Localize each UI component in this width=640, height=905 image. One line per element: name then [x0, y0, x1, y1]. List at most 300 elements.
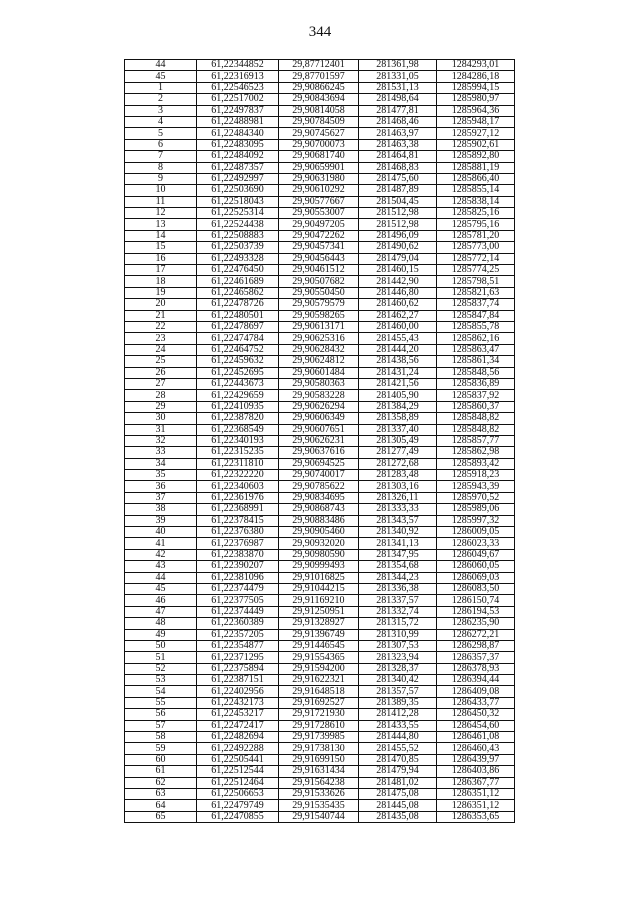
y-coordinate-cell: 1285970,52 — [437, 492, 515, 503]
x-coordinate-cell: 281326,11 — [359, 492, 437, 503]
y-coordinate-cell: 1286403,86 — [437, 766, 515, 777]
table-row — [125, 105, 515, 116]
table-row — [125, 413, 515, 424]
table-row — [125, 561, 515, 572]
longitude-cell: 29,90461512 — [279, 265, 359, 276]
y-coordinate-cell: 1286351,12 — [437, 789, 515, 800]
x-coordinate-cell: 281460,00 — [359, 321, 437, 332]
point-number-cell: 4 — [125, 116, 197, 127]
latitude-cell: 61,22483095 — [197, 139, 279, 150]
y-coordinate-cell: 1286049,67 — [437, 549, 515, 560]
point-number-cell: 35 — [125, 470, 197, 481]
point-number-cell: 52 — [125, 663, 197, 674]
point-number-cell: 45 — [125, 583, 197, 594]
y-coordinate-cell: 1285927,12 — [437, 128, 515, 139]
y-coordinate-cell: 1285997,32 — [437, 515, 515, 526]
latitude-cell: 61,22512464 — [197, 777, 279, 788]
table-row — [125, 60, 515, 71]
table-row — [125, 390, 515, 401]
x-coordinate-cell: 281341,13 — [359, 538, 437, 549]
y-coordinate-cell: 1285948,17 — [437, 116, 515, 127]
latitude-cell: 61,22344852 — [197, 60, 279, 71]
x-coordinate-cell: 281433,55 — [359, 720, 437, 731]
table-row — [125, 94, 515, 105]
longitude-cell: 29,90659901 — [279, 162, 359, 173]
point-number-cell: 29 — [125, 401, 197, 412]
latitude-cell: 61,22505441 — [197, 754, 279, 765]
latitude-cell: 61,22432173 — [197, 697, 279, 708]
latitude-cell: 61,22478697 — [197, 321, 279, 332]
longitude-cell: 29,90999493 — [279, 561, 359, 572]
latitude-cell: 61,22340193 — [197, 435, 279, 446]
point-number-cell: 3 — [125, 105, 197, 116]
table-row — [125, 800, 515, 811]
table-row — [125, 356, 515, 367]
y-coordinate-cell: 1284286,18 — [437, 71, 515, 82]
x-coordinate-cell: 281475,08 — [359, 789, 437, 800]
table-row — [125, 709, 515, 720]
latitude-cell: 61,22487357 — [197, 162, 279, 173]
x-coordinate-cell: 281512,98 — [359, 219, 437, 230]
table-row — [125, 116, 515, 127]
latitude-cell: 61,22488981 — [197, 116, 279, 127]
y-coordinate-cell: 1286023,33 — [437, 538, 515, 549]
table-row — [125, 697, 515, 708]
x-coordinate-cell: 281444,20 — [359, 344, 437, 355]
longitude-cell: 29,91250951 — [279, 606, 359, 617]
table-row — [125, 82, 515, 93]
latitude-cell: 61,22361976 — [197, 492, 279, 503]
longitude-cell: 29,90472262 — [279, 230, 359, 241]
table-row — [125, 71, 515, 82]
longitude-cell: 29,90905460 — [279, 527, 359, 538]
point-number-cell: 25 — [125, 356, 197, 367]
x-coordinate-cell: 281354,68 — [359, 561, 437, 572]
x-coordinate-cell: 281470,85 — [359, 754, 437, 765]
longitude-cell: 29,90507682 — [279, 276, 359, 287]
point-number-cell: 41 — [125, 538, 197, 549]
latitude-cell: 61,22492997 — [197, 173, 279, 184]
table-row — [125, 720, 515, 731]
x-coordinate-cell: 281405,90 — [359, 390, 437, 401]
table-row — [125, 504, 515, 515]
x-coordinate-cell: 281384,29 — [359, 401, 437, 412]
point-number-cell: 34 — [125, 458, 197, 469]
point-number-cell: 15 — [125, 242, 197, 253]
latitude-cell: 61,22484092 — [197, 151, 279, 162]
table-row — [125, 549, 515, 560]
y-coordinate-cell: 1286450,32 — [437, 709, 515, 720]
table-row — [125, 640, 515, 651]
y-coordinate-cell: 1285848,56 — [437, 367, 515, 378]
point-number-cell: 27 — [125, 378, 197, 389]
point-number-cell: 14 — [125, 230, 197, 241]
point-number-cell: 37 — [125, 492, 197, 503]
latitude-cell: 61,22459632 — [197, 356, 279, 367]
table-row — [125, 253, 515, 264]
y-coordinate-cell: 1286083,50 — [437, 583, 515, 594]
y-coordinate-cell: 1285918,23 — [437, 470, 515, 481]
y-coordinate-cell: 1285836,89 — [437, 378, 515, 389]
x-coordinate-cell: 281498,64 — [359, 94, 437, 105]
table-row — [125, 811, 515, 822]
x-coordinate-cell: 281358,89 — [359, 413, 437, 424]
x-coordinate-cell: 281468,46 — [359, 116, 437, 127]
x-coordinate-cell: 281479,94 — [359, 766, 437, 777]
point-number-cell: 64 — [125, 800, 197, 811]
y-coordinate-cell: 1285980,97 — [437, 94, 515, 105]
y-coordinate-cell: 1285795,16 — [437, 219, 515, 230]
latitude-cell: 61,22470855 — [197, 811, 279, 822]
y-coordinate-cell: 1285838,14 — [437, 196, 515, 207]
latitude-cell: 61,22493328 — [197, 253, 279, 264]
point-number-cell: 45 — [125, 71, 197, 82]
latitude-cell: 61,22506653 — [197, 789, 279, 800]
x-coordinate-cell: 281504,45 — [359, 196, 437, 207]
x-coordinate-cell: 281460,62 — [359, 299, 437, 310]
table-row — [125, 538, 515, 549]
latitude-cell: 61,22479749 — [197, 800, 279, 811]
table-row — [125, 458, 515, 469]
table-row — [125, 185, 515, 196]
longitude-cell: 29,90866245 — [279, 82, 359, 93]
latitude-cell: 61,22378415 — [197, 515, 279, 526]
y-coordinate-cell: 1286353,65 — [437, 811, 515, 822]
y-coordinate-cell: 1285857,77 — [437, 435, 515, 446]
y-coordinate-cell: 1286439,97 — [437, 754, 515, 765]
latitude-cell: 61,22360389 — [197, 618, 279, 629]
latitude-cell: 61,22315235 — [197, 447, 279, 458]
point-number-cell: 60 — [125, 754, 197, 765]
longitude-cell: 29,91554365 — [279, 652, 359, 663]
longitude-cell: 29,90610292 — [279, 185, 359, 196]
x-coordinate-cell: 281307,53 — [359, 640, 437, 651]
longitude-cell: 29,90601484 — [279, 367, 359, 378]
latitude-cell: 61,22512544 — [197, 766, 279, 777]
point-number-cell: 7 — [125, 151, 197, 162]
y-coordinate-cell: 1286235,90 — [437, 618, 515, 629]
x-coordinate-cell: 281481,02 — [359, 777, 437, 788]
x-coordinate-cell: 281477,81 — [359, 105, 437, 116]
longitude-cell: 29,91631434 — [279, 766, 359, 777]
latitude-cell: 61,22354877 — [197, 640, 279, 651]
point-number-cell: 1 — [125, 82, 197, 93]
y-coordinate-cell: 1285848,82 — [437, 413, 515, 424]
y-coordinate-cell: 1285798,51 — [437, 276, 515, 287]
point-number-cell: 44 — [125, 572, 197, 583]
x-coordinate-cell: 281344,23 — [359, 572, 437, 583]
latitude-cell: 61,22508883 — [197, 230, 279, 241]
point-number-cell: 21 — [125, 310, 197, 321]
latitude-cell: 61,22480501 — [197, 310, 279, 321]
latitude-cell: 61,22464752 — [197, 344, 279, 355]
table-row — [125, 777, 515, 788]
latitude-cell: 61,22374479 — [197, 583, 279, 594]
y-coordinate-cell: 1286367,77 — [437, 777, 515, 788]
longitude-cell: 29,90580363 — [279, 378, 359, 389]
table-row — [125, 470, 515, 481]
point-number-cell: 38 — [125, 504, 197, 515]
y-coordinate-cell: 1286150,74 — [437, 595, 515, 606]
point-number-cell: 61 — [125, 766, 197, 777]
table-row — [125, 732, 515, 743]
x-coordinate-cell: 281272,68 — [359, 458, 437, 469]
y-coordinate-cell: 1285964,36 — [437, 105, 515, 116]
point-number-cell: 8 — [125, 162, 197, 173]
x-coordinate-cell: 281463,38 — [359, 139, 437, 150]
y-coordinate-cell: 1286060,05 — [437, 561, 515, 572]
longitude-cell: 29,91728610 — [279, 720, 359, 731]
latitude-cell: 61,22503690 — [197, 185, 279, 196]
longitude-cell: 29,91564238 — [279, 777, 359, 788]
point-number-cell: 24 — [125, 344, 197, 355]
x-coordinate-cell: 281531,13 — [359, 82, 437, 93]
y-coordinate-cell: 1285861,34 — [437, 356, 515, 367]
longitude-cell: 29,91535435 — [279, 800, 359, 811]
longitude-cell: 29,91739985 — [279, 732, 359, 743]
table-row — [125, 139, 515, 150]
x-coordinate-cell: 281475,60 — [359, 173, 437, 184]
x-coordinate-cell: 281468,83 — [359, 162, 437, 173]
longitude-cell: 29,90625316 — [279, 333, 359, 344]
y-coordinate-cell: 1286409,08 — [437, 686, 515, 697]
x-coordinate-cell: 281463,97 — [359, 128, 437, 139]
table-row — [125, 789, 515, 800]
x-coordinate-cell: 281333,33 — [359, 504, 437, 515]
x-coordinate-cell: 281431,24 — [359, 367, 437, 378]
longitude-cell: 29,90740017 — [279, 470, 359, 481]
point-number-cell: 43 — [125, 561, 197, 572]
table-row — [125, 447, 515, 458]
longitude-cell: 29,90784509 — [279, 116, 359, 127]
latitude-cell: 61,22452695 — [197, 367, 279, 378]
longitude-cell: 29,90598265 — [279, 310, 359, 321]
y-coordinate-cell: 1285837,92 — [437, 390, 515, 401]
x-coordinate-cell: 281337,57 — [359, 595, 437, 606]
longitude-cell: 29,90579579 — [279, 299, 359, 310]
longitude-cell: 29,90577667 — [279, 196, 359, 207]
x-coordinate-cell: 281337,40 — [359, 424, 437, 435]
longitude-cell: 29,90868743 — [279, 504, 359, 515]
longitude-cell: 29,90843694 — [279, 94, 359, 105]
x-coordinate-cell: 281336,38 — [359, 583, 437, 594]
point-number-cell: 46 — [125, 595, 197, 606]
longitude-cell: 29,90637616 — [279, 447, 359, 458]
latitude-cell: 61,22410935 — [197, 401, 279, 412]
x-coordinate-cell: 281446,80 — [359, 287, 437, 298]
x-coordinate-cell: 281496,09 — [359, 230, 437, 241]
longitude-cell: 29,91699150 — [279, 754, 359, 765]
point-number-cell: 9 — [125, 173, 197, 184]
latitude-cell: 61,22525314 — [197, 208, 279, 219]
latitude-cell: 61,22484340 — [197, 128, 279, 139]
latitude-cell: 61,22518043 — [197, 196, 279, 207]
y-coordinate-cell: 1285860,37 — [437, 401, 515, 412]
table-row — [125, 481, 515, 492]
point-number-cell: 39 — [125, 515, 197, 526]
y-coordinate-cell: 1285862,98 — [437, 447, 515, 458]
table-row — [125, 242, 515, 253]
y-coordinate-cell: 1286194,53 — [437, 606, 515, 617]
x-coordinate-cell: 281479,04 — [359, 253, 437, 264]
latitude-cell: 61,22376380 — [197, 527, 279, 538]
latitude-cell: 61,22322220 — [197, 470, 279, 481]
longitude-cell: 29,91622321 — [279, 675, 359, 686]
y-coordinate-cell: 1285862,16 — [437, 333, 515, 344]
table-row — [125, 686, 515, 697]
x-coordinate-cell: 281328,37 — [359, 663, 437, 674]
table-row — [125, 230, 515, 241]
table-row — [125, 595, 515, 606]
point-number-cell: 55 — [125, 697, 197, 708]
x-coordinate-cell: 281323,94 — [359, 652, 437, 663]
x-coordinate-cell: 281305,49 — [359, 435, 437, 446]
latitude-cell: 61,22503739 — [197, 242, 279, 253]
point-number-cell: 57 — [125, 720, 197, 731]
latitude-cell: 61,22453217 — [197, 709, 279, 720]
y-coordinate-cell: 1285855,78 — [437, 321, 515, 332]
longitude-cell: 29,91396749 — [279, 629, 359, 640]
y-coordinate-cell: 1286433,77 — [437, 697, 515, 708]
latitude-cell: 61,22387151 — [197, 675, 279, 686]
x-coordinate-cell: 281340,92 — [359, 527, 437, 538]
longitude-cell: 29,87712401 — [279, 60, 359, 71]
point-number-cell: 16 — [125, 253, 197, 264]
x-coordinate-cell: 281445,08 — [359, 800, 437, 811]
y-coordinate-cell: 1285989,06 — [437, 504, 515, 515]
table-row — [125, 583, 515, 594]
longitude-cell: 29,90624812 — [279, 356, 359, 367]
table-row — [125, 424, 515, 435]
table-row — [125, 378, 515, 389]
longitude-cell: 29,91721930 — [279, 709, 359, 720]
table-row — [125, 219, 515, 230]
coordinates-table — [124, 59, 515, 823]
x-coordinate-cell: 281389,35 — [359, 697, 437, 708]
latitude-cell: 61,22316913 — [197, 71, 279, 82]
y-coordinate-cell: 1285866,40 — [437, 173, 515, 184]
longitude-cell: 29,90553007 — [279, 208, 359, 219]
latitude-cell: 61,22390207 — [197, 561, 279, 572]
latitude-cell: 61,22375894 — [197, 663, 279, 674]
x-coordinate-cell: 281490,62 — [359, 242, 437, 253]
latitude-cell: 61,22340603 — [197, 481, 279, 492]
longitude-cell: 29,91446545 — [279, 640, 359, 651]
table-row — [125, 401, 515, 412]
longitude-cell: 29,91692527 — [279, 697, 359, 708]
longitude-cell: 29,90980590 — [279, 549, 359, 560]
latitude-cell: 61,22383870 — [197, 549, 279, 560]
y-coordinate-cell: 1286460,43 — [437, 743, 515, 754]
point-number-cell: 63 — [125, 789, 197, 800]
longitude-cell: 29,87701597 — [279, 71, 359, 82]
table-row — [125, 287, 515, 298]
table-row — [125, 344, 515, 355]
page-number: 344 — [308, 24, 332, 40]
longitude-cell: 29,90834695 — [279, 492, 359, 503]
longitude-cell: 29,90456443 — [279, 253, 359, 264]
longitude-cell: 29,90550450 — [279, 287, 359, 298]
longitude-cell: 29,90883486 — [279, 515, 359, 526]
longitude-cell: 29,90745627 — [279, 128, 359, 139]
latitude-cell: 61,22381096 — [197, 572, 279, 583]
point-number-cell: 62 — [125, 777, 197, 788]
y-coordinate-cell: 1286394,44 — [437, 675, 515, 686]
latitude-cell: 61,22374449 — [197, 606, 279, 617]
latitude-cell: 61,22478726 — [197, 299, 279, 310]
x-coordinate-cell: 281277,49 — [359, 447, 437, 458]
y-coordinate-cell: 1285893,42 — [437, 458, 515, 469]
point-number-cell: 10 — [125, 185, 197, 196]
y-coordinate-cell: 1286069,03 — [437, 572, 515, 583]
x-coordinate-cell: 281421,56 — [359, 378, 437, 389]
point-number-cell: 51 — [125, 652, 197, 663]
longitude-cell: 29,90700073 — [279, 139, 359, 150]
longitude-cell: 29,90681740 — [279, 151, 359, 162]
longitude-cell: 29,90694525 — [279, 458, 359, 469]
table-row — [125, 299, 515, 310]
x-coordinate-cell: 281460,15 — [359, 265, 437, 276]
point-number-cell: 56 — [125, 709, 197, 720]
y-coordinate-cell: 1286009,05 — [437, 527, 515, 538]
x-coordinate-cell: 281435,08 — [359, 811, 437, 822]
point-number-cell: 12 — [125, 208, 197, 219]
latitude-cell: 61,22476450 — [197, 265, 279, 276]
y-coordinate-cell: 1285773,00 — [437, 242, 515, 253]
x-coordinate-cell: 281455,52 — [359, 743, 437, 754]
table-row — [125, 128, 515, 139]
x-coordinate-cell: 281442,90 — [359, 276, 437, 287]
x-coordinate-cell: 281444,80 — [359, 732, 437, 743]
longitude-cell: 29,90626294 — [279, 401, 359, 412]
y-coordinate-cell: 1285863,47 — [437, 344, 515, 355]
x-coordinate-cell: 281412,28 — [359, 709, 437, 720]
longitude-cell: 29,91738130 — [279, 743, 359, 754]
table-row — [125, 618, 515, 629]
table-row — [125, 675, 515, 686]
y-coordinate-cell: 1286298,87 — [437, 640, 515, 651]
y-coordinate-cell: 1286454,60 — [437, 720, 515, 731]
point-number-cell: 53 — [125, 675, 197, 686]
table-row — [125, 606, 515, 617]
latitude-cell: 61,22474784 — [197, 333, 279, 344]
x-coordinate-cell: 281455,43 — [359, 333, 437, 344]
point-number-cell: 42 — [125, 549, 197, 560]
y-coordinate-cell: 1286461,08 — [437, 732, 515, 743]
point-number-cell: 40 — [125, 527, 197, 538]
y-coordinate-cell: 1285774,25 — [437, 265, 515, 276]
point-number-cell: 65 — [125, 811, 197, 822]
latitude-cell: 61,22311810 — [197, 458, 279, 469]
longitude-cell: 29,91169210 — [279, 595, 359, 606]
x-coordinate-cell: 281464,81 — [359, 151, 437, 162]
y-coordinate-cell: 1286357,37 — [437, 652, 515, 663]
table-row — [125, 310, 515, 321]
point-number-cell: 18 — [125, 276, 197, 287]
table-row — [125, 173, 515, 184]
point-number-cell: 59 — [125, 743, 197, 754]
table-row — [125, 652, 515, 663]
y-coordinate-cell: 1285837,74 — [437, 299, 515, 310]
point-number-cell: 54 — [125, 686, 197, 697]
y-coordinate-cell: 1285781,20 — [437, 230, 515, 241]
table-row — [125, 333, 515, 344]
longitude-cell: 29,90607651 — [279, 424, 359, 435]
point-number-cell: 49 — [125, 629, 197, 640]
point-number-cell: 33 — [125, 447, 197, 458]
longitude-cell: 29,90606349 — [279, 413, 359, 424]
latitude-cell: 61,22524438 — [197, 219, 279, 230]
